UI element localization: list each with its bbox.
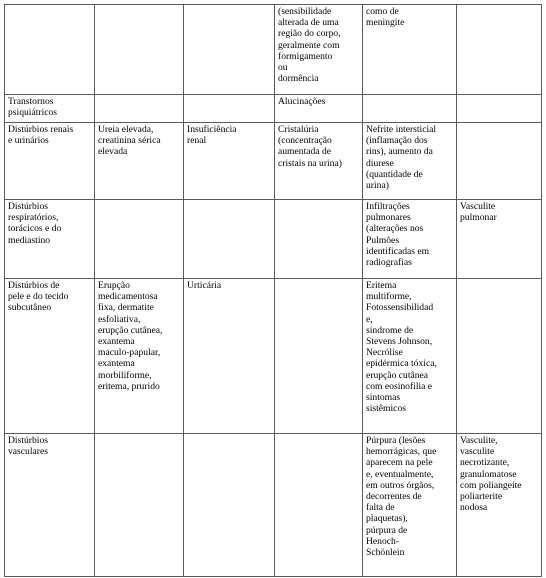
table-cell: Erupção medicamentosa fixa, dermatite esfoliativa, erupção cutânea, exantema maculo-papular, exantema morbiliforme, eritema, prurido	[95, 279, 184, 434]
table-cell	[457, 279, 542, 434]
table-cell	[275, 200, 363, 279]
table-cell: (sensibilidade alterada de uma região do corpo, geralmente com formigamento ou dormência	[275, 5, 363, 95]
table-cell: Transtornos psiquiátricos	[5, 95, 95, 123]
table-cell	[184, 200, 275, 279]
table-cell: Distúrbios de pele e do tecido subcutâneo	[5, 279, 95, 434]
table-cell	[363, 95, 457, 123]
table-cell	[95, 5, 184, 95]
table-cell	[275, 434, 363, 577]
table-cell	[457, 123, 542, 200]
table-cell: Urticária	[184, 279, 275, 434]
table-cell: Nefrite intersticial (inflamação dos rins), aumento da diurese (quantidade de urina)	[363, 123, 457, 200]
table-cell: Púrpura (lesões hemorrágicas, que aparecem na pele e, eventualmente, em outros órgãos, decorrentes de falta de plaquetas), púrpura de Henoch- Schönlein	[363, 434, 457, 577]
table-row	[5, 279, 542, 434]
table-cell	[184, 95, 275, 123]
table-row	[5, 200, 542, 279]
table-cell	[5, 5, 95, 95]
table-cell	[95, 95, 184, 123]
table-cell: Eritema multiforme, Fotossensibilidad e, síndrome de Stevens Johnson, Necrólise epidérmica tóxica, erupção cutânea com eosinofilia e sintomas sistêmicos	[363, 279, 457, 434]
table-cell: Cristalúria (concentração aumentada de cristais na urina)	[275, 123, 363, 200]
table-row	[5, 95, 542, 123]
table-cell: Distúrbios vasculares	[5, 434, 95, 577]
table-cell	[95, 434, 184, 577]
adverse-effects-table	[4, 4, 542, 577]
table-cell	[184, 434, 275, 577]
table-cell	[95, 200, 184, 279]
table-row	[5, 123, 542, 200]
table-cell: Vasculite pulmonar	[457, 200, 542, 279]
table-cell: Insuficiência renal	[184, 123, 275, 200]
table-cell: Infiltrações pulmonares (alterações nos Pulmões identificadas em radiografias	[363, 200, 457, 279]
table-cell: Distúrbios respiratórios, torácicos e do mediastino	[5, 200, 95, 279]
table-row	[5, 5, 542, 95]
table-cell: como de meningite	[363, 5, 457, 95]
table-cell: Distúrbios renais e urinários	[5, 123, 95, 200]
table-cell: Ureia elevada, creatinina sérica elevada	[95, 123, 184, 200]
table-cell	[457, 5, 542, 95]
table-cell: Alucinações	[275, 95, 363, 123]
table-cell	[457, 95, 542, 123]
table-cell	[275, 279, 363, 434]
table-row	[5, 434, 542, 577]
table-cell: Vasculite, vasculite necrotizante, granulomatose com poliangeíte poliarterite nodosa	[457, 434, 542, 577]
table-cell	[184, 5, 275, 95]
